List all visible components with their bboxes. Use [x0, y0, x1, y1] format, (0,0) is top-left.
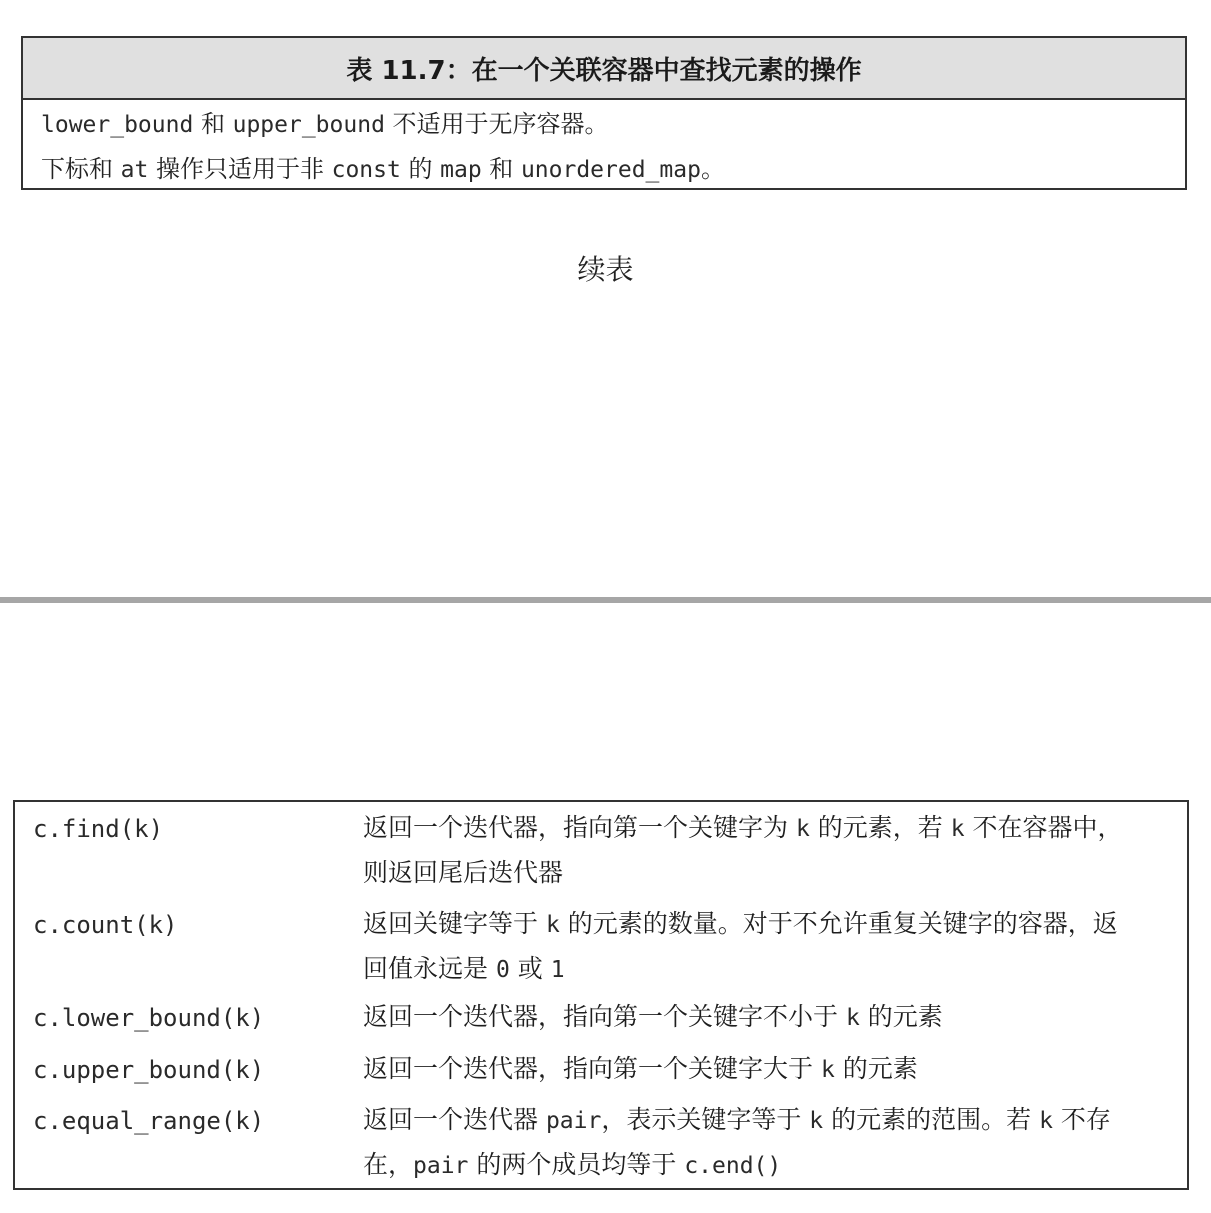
top-table — [21, 36, 1187, 190]
operation-code: c.equal_range(k) — [33, 1107, 265, 1135]
note-text: 操作只适用于非 — [148, 155, 332, 183]
note-text: 不适用于无序容器。 — [384, 110, 609, 138]
table-note — [41, 110, 609, 139]
operation-code: c.lower_bound(k) — [33, 1004, 265, 1032]
code-term: k — [845, 1005, 860, 1031]
code-term: pair — [545, 1108, 602, 1134]
code-term: k — [1039, 1108, 1053, 1134]
operation-code: c.find(k) — [33, 815, 164, 843]
operation-description — [363, 806, 1175, 895]
code-term: 0 — [495, 957, 510, 983]
code-term: c.end() — [684, 1153, 782, 1179]
code-term: const — [331, 157, 401, 183]
description-line — [363, 902, 1175, 947]
description-text: 返回一个迭代器，指向第一个关键字为 — [363, 813, 796, 842]
operation-description — [363, 1098, 1175, 1188]
description-line — [363, 1143, 1175, 1188]
description-line — [363, 995, 1175, 1040]
description-line — [363, 1098, 1175, 1143]
description-line — [363, 947, 1175, 992]
description-line — [363, 806, 1175, 851]
description-text: 不在容器中， — [964, 813, 1123, 842]
description-text: 则返回尾后迭代器 — [363, 858, 564, 887]
table-caption: 表 11.7：在一个关联容器中查找元素的操作 — [23, 38, 1185, 100]
code-term: k — [809, 1108, 824, 1134]
description-text: 在， — [363, 1150, 414, 1179]
operation-description — [363, 995, 1175, 1040]
description-text: ，表示关键字等于 — [601, 1105, 810, 1134]
description-text: 的元素的范围。若 — [823, 1105, 1040, 1134]
operation-description — [363, 902, 1175, 992]
code-term: k — [795, 816, 810, 842]
description-text: 返回一个迭代器 — [363, 1105, 546, 1134]
description-text: 返回关键字等于 — [363, 909, 546, 938]
description-text: 的元素的数量。对于不允许重复关键字的容器，返 — [559, 909, 1118, 938]
code-term: k — [950, 816, 965, 842]
description-text: 的元素 — [834, 1054, 918, 1083]
code-term: unordered_map — [520, 157, 701, 183]
description-text: 返回一个迭代器，指向第一个关键字大于 — [363, 1054, 821, 1083]
description-text: 回值永远是 — [363, 954, 496, 983]
code-term: map — [440, 157, 482, 183]
description-line — [363, 851, 1175, 895]
continuation-title: 续表 — [577, 253, 634, 286]
code-term: 1 — [550, 957, 565, 983]
description-text: 的元素 — [859, 1002, 943, 1031]
table-note — [41, 155, 725, 184]
operations-table — [13, 800, 1189, 1190]
note-text: 。 — [700, 155, 725, 183]
page-divider — [0, 597, 1211, 603]
operation-code: c.count(k) — [33, 911, 178, 939]
code-term: at — [120, 157, 149, 183]
description-text: 的元素，若 — [809, 813, 951, 842]
note-text: 和 — [481, 155, 521, 183]
description-line — [363, 1047, 1175, 1092]
note-text: 和 — [193, 110, 233, 138]
description-text: 不存 — [1052, 1105, 1111, 1134]
operation-description — [363, 1047, 1175, 1092]
note-text: 下标和 — [41, 155, 121, 183]
code-term: k — [820, 1057, 835, 1083]
code-term: lower_bound — [41, 112, 194, 138]
code-term: k — [545, 912, 560, 938]
description-text: 返回一个迭代器，指向第一个关键字不小于 — [363, 1002, 846, 1031]
description-text: 的两个成员均等于 — [468, 1150, 685, 1179]
operation-code: c.upper_bound(k) — [33, 1056, 265, 1084]
description-text: 或 — [509, 954, 551, 983]
code-term: pair — [413, 1153, 469, 1179]
code-term: upper_bound — [232, 112, 385, 138]
note-text: 的 — [400, 155, 441, 183]
